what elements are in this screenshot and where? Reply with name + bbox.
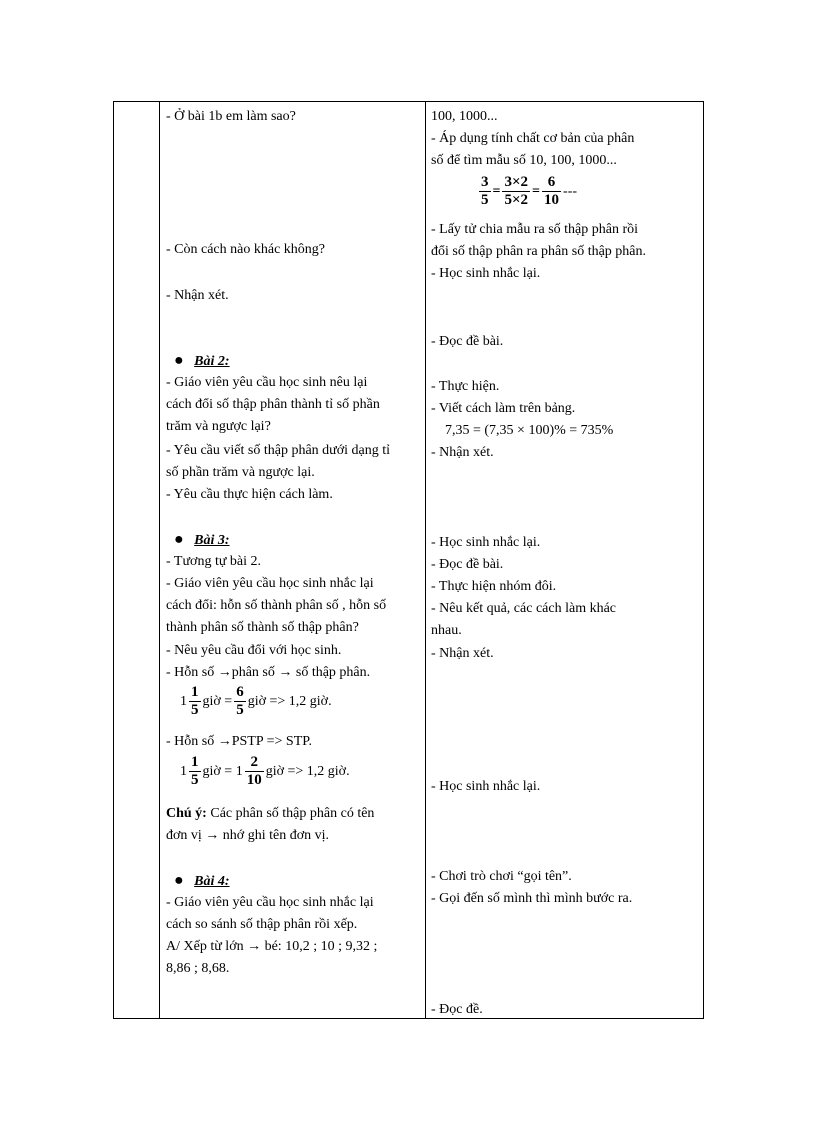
- equals-sign: =: [492, 183, 501, 199]
- right-line: - Nhận xét.: [431, 646, 494, 661]
- right-line: - Đọc đề bài.: [431, 334, 504, 349]
- numerator: 6: [236, 684, 244, 700]
- left-line: - Giáo viên yêu cầu học sinh nêu lại: [166, 375, 368, 390]
- left-line: - Tương tự bài 2.: [166, 554, 262, 569]
- denominator: 5: [191, 772, 199, 788]
- lesson-table: [113, 101, 704, 1019]
- left-line: cách đổi: hỗn số thành phân số , hỗn số: [166, 598, 387, 613]
- left-line: - Giáo viên yêu cầu học sinh nhắc lại: [166, 895, 374, 910]
- left-line: cách so sánh số thập phân rồi xếp.: [166, 917, 358, 932]
- fraction: [234, 684, 246, 719]
- formula-text: ---: [563, 183, 578, 199]
- fraction: [245, 754, 264, 789]
- left-line: số phần trăm và ngược lại.: [166, 465, 315, 480]
- denominator: 5: [481, 192, 489, 208]
- right-line: - Lấy tử chia mẫu ra số thập phân rồi: [431, 222, 639, 237]
- fraction-formula: [479, 174, 579, 209]
- left-line: - Còn cách nào khác không?: [166, 242, 325, 257]
- numerator: 6: [542, 174, 561, 192]
- denominator: 10: [246, 772, 262, 788]
- note-label: Chú ý:: [166, 806, 207, 821]
- left-line: - Hỗn số →PSTP => STP.: [166, 734, 312, 749]
- mixed-number-formula-1: [178, 684, 334, 719]
- fraction: [189, 754, 201, 789]
- fraction: [502, 174, 530, 209]
- column-divider-2: [425, 102, 426, 1018]
- left-line: trăm và ngược lại?: [166, 419, 271, 434]
- right-line: nhau.: [431, 623, 462, 638]
- right-line: 7,35 = (7,35 × 100)% = 735%: [445, 423, 614, 438]
- left-line: - Nhận xét.: [166, 288, 229, 303]
- bai-3-heading: [174, 531, 230, 550]
- formula-text: giờ => 1,2 giờ.: [265, 763, 350, 779]
- denominator: 5×2: [504, 192, 529, 208]
- right-line: - Nêu kết quả, các cách làm khác: [431, 601, 617, 616]
- note-line: [166, 805, 374, 823]
- right-line: - Đọc đề.: [431, 1002, 483, 1017]
- left-line: cách đổi số thập phân thành tỉ số phần: [166, 397, 380, 412]
- left-line: thành phân số thành số thập phân?: [166, 620, 359, 635]
- bai-2-heading: [174, 352, 230, 371]
- numerator: 1: [191, 684, 199, 700]
- denominator: 5: [191, 702, 199, 718]
- right-line: - Áp dụng tính chất cơ bản của phân: [431, 131, 635, 146]
- denominator: 10: [544, 192, 560, 208]
- right-line: - Gọi đến số mình thì mình bước ra.: [431, 891, 633, 906]
- denominator: 5: [236, 702, 244, 718]
- right-line: - Học sinh nhắc lại.: [431, 266, 541, 281]
- right-line: - Nhận xét.: [431, 445, 494, 460]
- right-line: - Thực hiện nhóm đôi.: [431, 579, 557, 594]
- note-text: Các phân số thập phân có tên: [210, 806, 375, 821]
- bai-4-heading: [174, 872, 230, 891]
- right-line: - Viết cách làm trên bảng.: [431, 401, 576, 416]
- numerator: 1: [191, 754, 199, 770]
- whole-part: 1: [180, 763, 187, 779]
- fraction: [479, 174, 491, 209]
- left-line: đơn vị → nhớ ghi tên đơn vị.: [166, 828, 329, 843]
- left-line: - Yêu cầu viết số thập phân dưới dạng tỉ: [166, 443, 391, 458]
- numerator: 2: [245, 754, 264, 772]
- left-line: A/ Xếp từ lớn → bé: 10,2 ; 10 ; 9,32 ;: [166, 939, 378, 954]
- bullet-icon: ●: [174, 531, 184, 548]
- right-line: số để tìm mẫu số 10, 100, 1000...: [431, 153, 617, 168]
- left-line: - Giáo viên yêu cầu học sinh nhắc lại: [166, 576, 374, 591]
- left-line: - Ở bài 1b em làm sao?: [166, 109, 296, 124]
- formula-text: giờ = 1: [202, 763, 243, 779]
- equals-sign: =: [532, 183, 541, 199]
- mixed-number-formula-2: [178, 754, 352, 789]
- column-divider-1: [159, 102, 160, 1018]
- bullet-icon: ●: [174, 872, 184, 889]
- right-line: - Chơi trò chơi “gọi tên”.: [431, 869, 572, 884]
- numerator: 3: [481, 174, 489, 190]
- formula-text: giờ => 1,2 giờ.: [247, 693, 332, 709]
- bai-3-label: Bài 3:: [194, 533, 230, 548]
- left-line: - Yêu cầu thực hiện cách làm.: [166, 487, 333, 502]
- left-line: 8,86 ; 8,68.: [166, 961, 230, 976]
- formula-text: giờ =: [202, 693, 233, 709]
- left-line: - Hỗn số →phân số → số thập phân.: [166, 665, 371, 680]
- fraction: [189, 684, 201, 719]
- left-line: - Nêu yêu cầu đổi với học sinh.: [166, 643, 342, 658]
- whole-part: 1: [180, 693, 187, 709]
- bai-2-label: Bài 2:: [194, 354, 230, 369]
- right-line: - Thực hiện.: [431, 379, 500, 394]
- right-line: 100, 1000...: [431, 109, 498, 124]
- right-line: - Học sinh nhắc lại.: [431, 535, 541, 550]
- right-line: - Đọc đề bài.: [431, 557, 504, 572]
- right-line: đổi số thập phân ra phân số thập phân.: [431, 244, 647, 259]
- bai-4-label: Bài 4:: [194, 874, 230, 889]
- fraction: [542, 174, 561, 209]
- right-line: - Học sinh nhắc lại.: [431, 779, 541, 794]
- numerator: 3×2: [504, 174, 529, 190]
- bullet-icon: ●: [174, 352, 184, 369]
